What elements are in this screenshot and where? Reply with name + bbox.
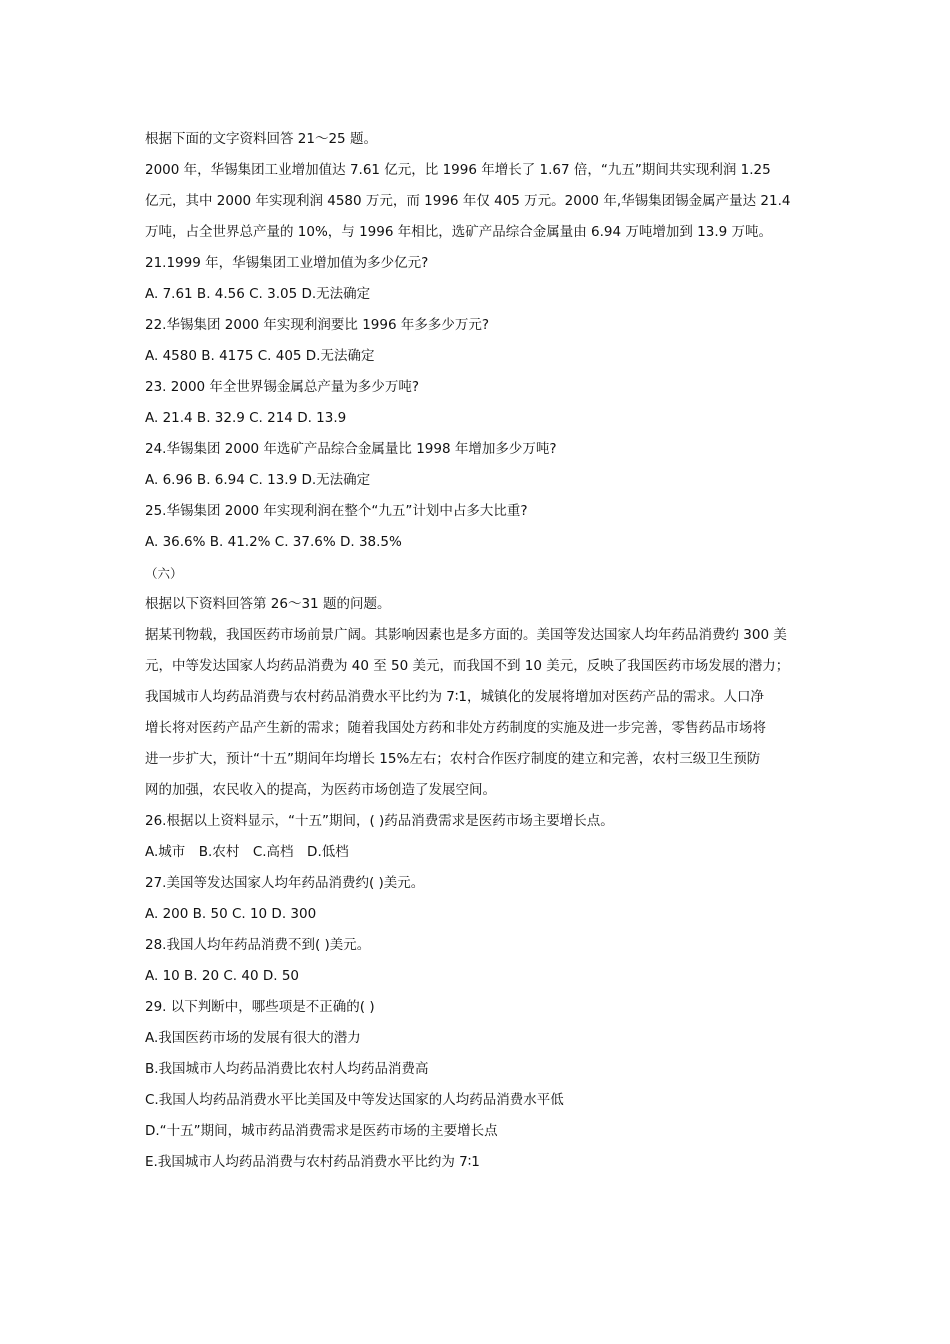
option-29-b: B.我国城市人均药品消费比农村人均药品消费高 — [145, 1061, 429, 1077]
passage-line: 万吨，占全世界总产量的 10%，与 1996 年相比，选矿产品综合金属量由 6.94 万吨增加到 13.9 万吨。 — [145, 224, 773, 240]
passage-line: 2000 年，华锡集团工业增加值达 7.61 亿元，比 1996 年增长了 1.67 倍，“九五”期间共实现利润 1.25 — [145, 162, 771, 178]
options-23: A. 21.4 B. 32.9 C. 214 D. 13.9 — [145, 410, 347, 426]
intro-line: 根据下面的文字资料回答 21～25 题。 — [145, 131, 377, 147]
passage-line: 元，中等发达国家人均药品消费为 40 至 50 美元，而我国不到 10 美元，反映了我国医药市场发展的潜力； — [145, 658, 790, 674]
question-23: 23. 2000 年全世界锡金属总产量为多少万吨? — [145, 379, 420, 395]
question-21: 21.1999 年，华锡集团工业增加值为多少亿元? — [145, 255, 429, 271]
question-29: 29. 以下判断中，哪些项是不正确的( ) — [145, 999, 375, 1015]
options-26: A.城市 B.农村 C.高档 D.低档 — [145, 844, 349, 860]
question-24: 24.华锡集团 2000 年选矿产品综合金属量比 1998 年增加多少万吨? — [145, 441, 557, 457]
options-25: A. 36.6% B. 41.2% C. 37.6% D. 38.5% — [145, 534, 402, 550]
option-29-c: C.我国人均药品消费水平比美国及中等发达国家的人均药品消费水平低 — [145, 1092, 564, 1108]
passage-line: 进一步扩大，预计“十五”期间年均增长 15%左右；农村合作医疗制度的建立和完善，农村三级卫生预防 — [145, 751, 761, 767]
passage-line: 增长将对医药产品产生新的需求；随着我国处方药和非处方药制度的实施及进一步完善，零售药品市场将 — [145, 720, 766, 736]
passage-line: 亿元，其中 2000 年实现利润 4580 万元，而 1996 年仅 405 万元。2000 年,华锡集团锡金属产量达 21.4 — [145, 193, 791, 209]
question-28: 28.我国人均年药品消费不到( )美元。 — [145, 937, 371, 953]
option-29-d: D.“十五”期间，城市药品消费需求是医药市场的主要增长点 — [145, 1123, 498, 1139]
option-29-e: E.我国城市人均药品消费与农村药品消费水平比约为 7∶1 — [145, 1154, 480, 1170]
intro-line: 根据以下资料回答第 26～31 题的问题。 — [145, 596, 391, 612]
passage-line: 网的加强，农民收入的提高，为医药市场创造了发展空间。 — [145, 782, 496, 798]
options-21: A. 7.61 B. 4.56 C. 3.05 D.无法确定 — [145, 286, 371, 302]
options-24: A. 6.96 B. 6.94 C. 13.9 D.无法确定 — [145, 472, 371, 488]
question-22: 22.华锡集团 2000 年实现利润要比 1996 年多多少万元? — [145, 317, 490, 333]
question-26: 26.根据以上资料显示，“十五”期间，( )药品消费需求是医药市场主要增长点。 — [145, 813, 614, 829]
options-28: A. 10 B. 20 C. 40 D. 50 — [145, 968, 299, 984]
options-22: A. 4580 B. 4175 C. 405 D.无法确定 — [145, 348, 375, 364]
question-27: 27.美国等发达国家人均年药品消费约( )美元。 — [145, 875, 425, 891]
question-25: 25.华锡集团 2000 年实现利润在整个“九五”计划中占多大比重? — [145, 503, 528, 519]
document-page — [145, 124, 810, 1178]
options-27: A. 200 B. 50 C. 10 D. 300 — [145, 906, 317, 922]
passage-line: 据某刊物载，我国医药市场前景广阔。其影响因素也是多方面的。美国等发达国家人均年药品消费约 300 美 — [145, 627, 787, 643]
passage-line: 我国城市人均药品消费与农村药品消费水平比约为 7∶1，城镇化的发展将增加对医药产品的需求。人口净 — [145, 689, 764, 705]
section-heading: （六） — [145, 566, 183, 581]
option-29-a: A.我国医药市场的发展有很大的潜力 — [145, 1030, 361, 1046]
